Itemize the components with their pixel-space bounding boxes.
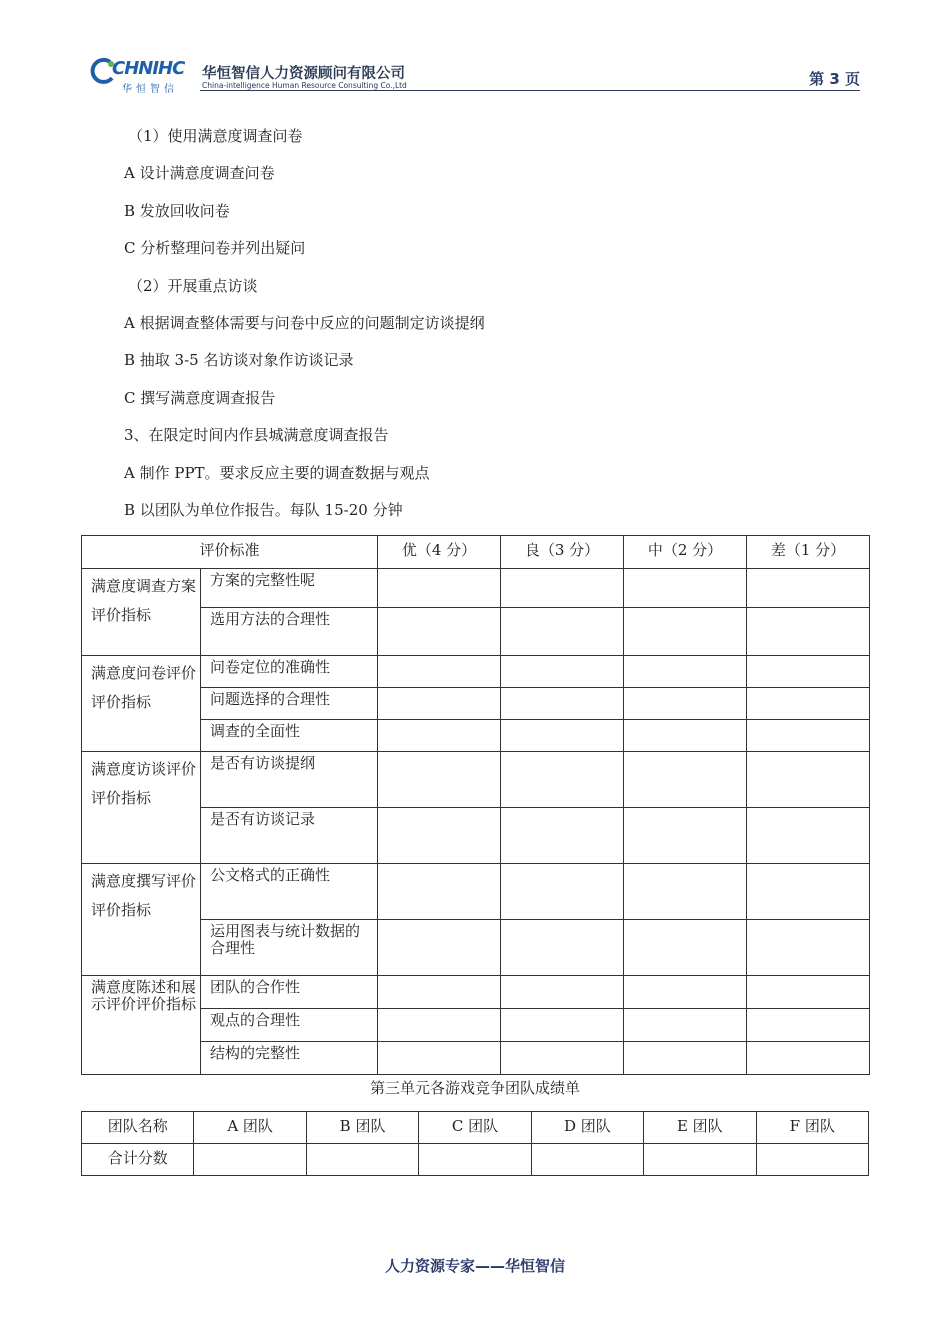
body-line: 3、在限定时间内作县城满意度调查报告 [124,426,389,445]
criterion-cell: 观点的合理性 [201,1009,378,1042]
score-cell[interactable] [501,1042,624,1075]
score-cell[interactable] [747,656,870,688]
body-line: A 设计满意度调查问卷 [124,164,275,183]
logo-wordmark: CHNIHC [112,58,185,79]
group-cell: 满意度问卷评价评价指标 [82,656,201,752]
body-line: （1）使用满意度调查问卷 [128,127,303,145]
score-cell[interactable] [624,569,747,608]
score-cell[interactable] [624,920,747,976]
score-cell[interactable] [306,1144,418,1176]
criterion-cell: 运用图表与统计数据的合理性 [201,920,378,976]
group-cell: 满意度陈述和展示评价评价指标 [82,976,201,1075]
score-cell[interactable] [501,569,624,608]
score-cell[interactable] [501,752,624,808]
table-header-row [82,536,870,569]
score-cell[interactable] [624,608,747,656]
criterion-cell: 问卷定位的准确性 [201,656,378,688]
header-cell: 中（2 分） [624,536,747,569]
score-cell[interactable] [501,864,624,920]
row-label-cell: 合计分数 [82,1144,194,1176]
score-cell[interactable] [378,808,501,864]
table-row [82,1009,870,1042]
body-line: C 分析整理问卷并列出疑问 [124,239,306,258]
table-row [82,920,870,976]
score-cell[interactable] [624,720,747,752]
table-row [82,569,870,608]
header-cell: A 团队 [194,1112,306,1144]
score-cell[interactable] [624,752,747,808]
criterion-cell: 问题选择的合理性 [201,688,378,720]
body-line: A 根据调查整体需要与问卷中反应的问题制定访谈提纲 [124,313,485,332]
table-row [82,1042,870,1075]
header-cell: 良（3 分） [501,536,624,569]
score-cell[interactable] [747,808,870,864]
score-cell[interactable] [378,656,501,688]
score-cell[interactable] [747,752,870,808]
score-cell[interactable] [501,720,624,752]
body-line: B 抽取 3-5 名访谈对象作访谈记录 [124,351,354,370]
score-cell[interactable] [624,976,747,1009]
header-divider [200,90,860,91]
score-cell[interactable] [624,808,747,864]
score-cell[interactable] [501,688,624,720]
group-cell: 满意度撰写评价评价指标 [82,864,201,976]
score-cell[interactable] [747,976,870,1009]
score-cell[interactable] [378,569,501,608]
score-cell[interactable] [747,1042,870,1075]
company-name-cn: 华恒智信人力资源顾问有限公司 [202,66,405,82]
score-cell[interactable] [747,1009,870,1042]
table-row [82,608,870,656]
table-row [82,1144,869,1176]
score-cell[interactable] [747,864,870,920]
table-row [82,688,870,720]
criterion-cell: 调查的全面性 [201,720,378,752]
criterion-cell: 是否有访谈记录 [201,808,378,864]
body-line: B 以团队为单位作报告。每队 15-20 分钟 [124,500,403,519]
criterion-cell: 结构的完整性 [201,1042,378,1075]
header-cell: 优（4 分） [378,536,501,569]
body-line: B 发放回收问卷 [124,201,230,220]
body-text [124,126,485,537]
score-cell[interactable] [747,608,870,656]
score-cell[interactable] [501,608,624,656]
header-cell: D 团队 [531,1112,643,1144]
score-cell[interactable] [624,688,747,720]
header-cell: 评价标准 [82,536,378,569]
score-cell[interactable] [501,920,624,976]
criterion-cell: 是否有访谈提纲 [201,752,378,808]
score-cell[interactable] [378,608,501,656]
score-cell[interactable] [378,752,501,808]
company-name-en: China-intelligence Human Resource Consulting Co.,Ltd [202,81,407,90]
score-cell[interactable] [747,569,870,608]
page-number: 第 3 页 [809,70,860,88]
score-cell[interactable] [501,808,624,864]
table-row [82,808,870,864]
page-header [88,56,860,95]
criterion-cell: 团队的合作性 [201,976,378,1009]
company-logo [88,56,200,95]
score-cell[interactable] [747,920,870,976]
score-cell[interactable] [378,920,501,976]
header-cell: 团队名称 [82,1112,194,1144]
table-row [82,656,870,688]
score-cell[interactable] [419,1144,531,1176]
table-row [82,752,870,808]
group-cell: 满意度调查方案评价指标 [82,569,201,656]
score-cell[interactable] [624,864,747,920]
table-row [82,720,870,752]
score-cell[interactable] [501,656,624,688]
score-cell[interactable] [378,1042,501,1075]
table-row [82,976,870,1009]
criterion-cell: 选用方法的合理性 [201,608,378,656]
header-cell: B 团队 [306,1112,418,1144]
page-footer: 人力资源专家——华恒智信 [384,1257,565,1275]
score-cell[interactable] [378,1009,501,1042]
table-header-row [82,1112,869,1144]
score-cell[interactable] [378,688,501,720]
score-cell[interactable] [378,976,501,1009]
team-score-table [81,1111,869,1176]
body-line: （2）开展重点访谈 [128,276,258,295]
score-cell[interactable] [747,688,870,720]
score-cell[interactable] [624,1009,747,1042]
logo-subtitle: 华恒智信 [122,84,178,95]
table-row [82,864,870,920]
header-cell: 差（1 分） [747,536,870,569]
score-cell[interactable] [747,720,870,752]
score-cell[interactable] [756,1144,868,1176]
header-cell: C 团队 [419,1112,531,1144]
score-cell[interactable] [624,1042,747,1075]
score-table-caption: 第三单元各游戏竞争团队成绩单 [369,1079,580,1097]
score-cell[interactable] [501,976,624,1009]
score-cell[interactable] [501,1009,624,1042]
header-cell: F 团队 [756,1112,868,1144]
criterion-cell: 公文格式的正确性 [201,864,378,920]
header-cell: E 团队 [644,1112,756,1144]
score-cell[interactable] [531,1144,643,1176]
score-cell[interactable] [378,864,501,920]
body-line: A 制作 PPT。要求反应主要的调查数据与观点 [124,463,430,482]
criterion-cell: 方案的完整性呢 [201,569,378,608]
score-cell[interactable] [644,1144,756,1176]
group-cell: 满意度访谈评价评价指标 [82,752,201,864]
body-line: C 撰写满意度调查报告 [124,388,276,407]
score-cell[interactable] [194,1144,306,1176]
score-cell[interactable] [624,656,747,688]
score-cell[interactable] [378,720,501,752]
evaluation-table [81,535,870,1075]
